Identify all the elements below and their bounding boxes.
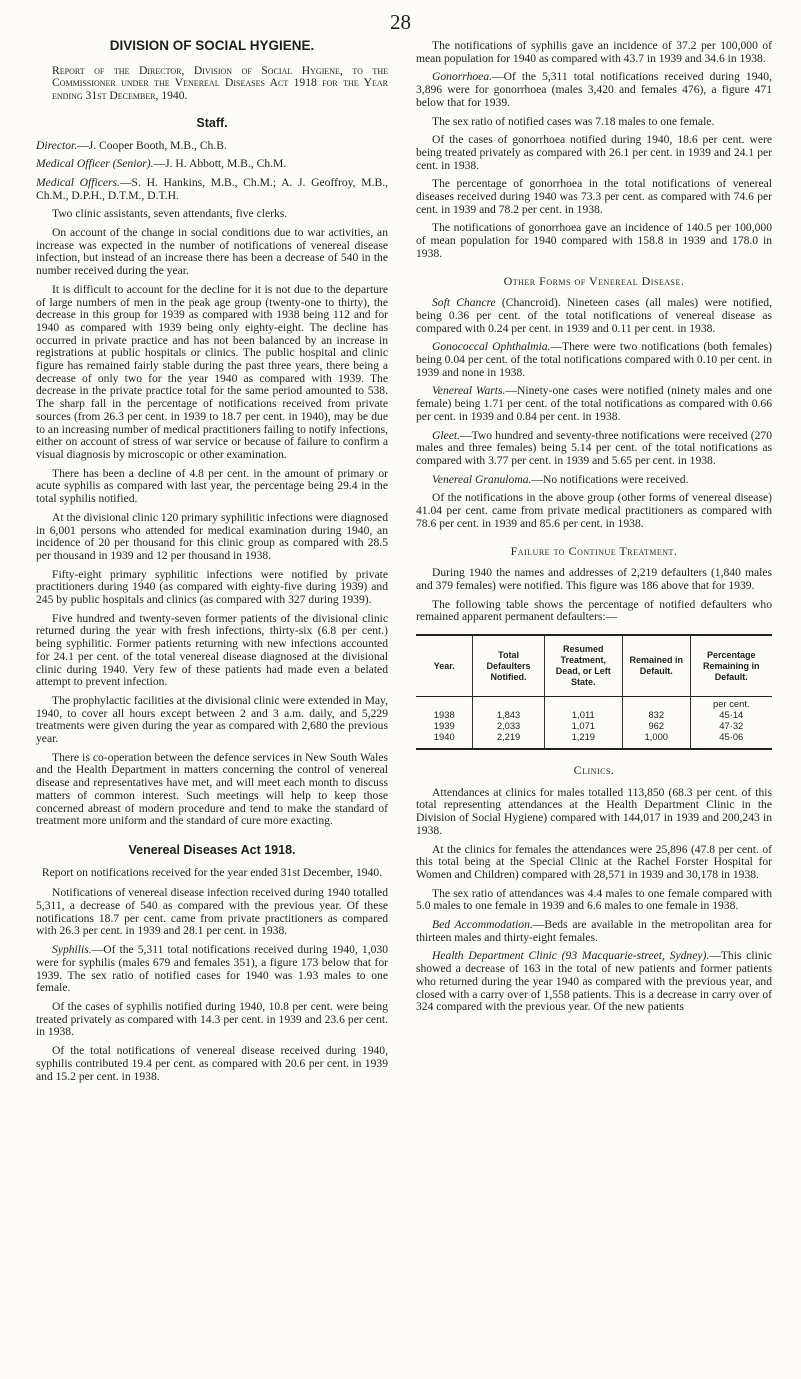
health-department-clinic-paragraph: Health Department Clinic (93 Macquarie-street, Sydney).—This clinic showed a decrease of 163 in the total of new patients and former patients who returned during the year 1940 as compared with the previous year, and closed with a carry over of 1,558 patients. This is a decrease in carry over of 324 compared with the previous year. Of the new patients — [416, 949, 773, 1014]
paragraph: Notifications of venereal disease infection received during 1940 totalled 5,311, a decrease of 540 as compared with the previous year. Of these notifications 18.7 per cent. came from private practitioners as compared with 26.3 per cent. in 1939 and 28.1 per cent. in 1938. — [36, 886, 388, 938]
clinics-heading: Clinics. — [573, 763, 615, 778]
venereal-granuloma-paragraph: Venereal Granuloma.—No notifications were received. — [432, 472, 689, 486]
staff-heading: Staff. — [196, 115, 228, 130]
paragraph: On account of the change in social conditions due to war activities, an increase was expected in the number of notifications of venereal disease infection, but instead of an increase there has been a decrease of 540 in the number received during the year. — [36, 226, 388, 278]
paragraph: During 1940 the names and addresses of 2,219 defaulters (1,840 males and 379 females) were notified. This figure was 186 above that for 1939. — [416, 566, 772, 592]
paragraph: The percentage of gonorrhoea in the total notifications of venereal diseases received during 1940 was 73.3 per cent. as compared with 74.6 per cent. in 1939 and 78.2 per cent. in 1938. — [416, 177, 772, 216]
paragraph: The notifications of gonorrhoea gave an incidence of 140.5 per 100,000 of mean population for 1940 compared with 158.8 in 1939 and 178.0 in 1938. — [416, 221, 772, 260]
paragraph: At the divisional clinic 120 primary syphilitic infections were diagnosed in 6,001 persons who attended for medical examination during 1940, an incidence of 20 per thousand for this clinic group as compared with 28.5 per thousand in 1939 and 12 per thousand in 1938. — [36, 510, 388, 562]
paragraph: There is co-operation between the defence services in New South Wales and the Health Department in matters concerning the control of venereal disease and representatives have met, and will meet each month to discuss matters of common interest. Such meetings will help to keep those concerned abreast of modern procedure and tend to make the standard of treatment more uniform and the standard of cure more exacting. — [36, 750, 388, 828]
defaulters-table — [416, 634, 772, 750]
table-row: 1940 2,219 1,219 1,000 45·06 — [416, 731, 772, 749]
col-header-remained: Remained in Default. — [622, 635, 690, 697]
table-row: 1939 2,033 1,071 962 47·32 — [416, 720, 772, 731]
table-unit-row — [416, 697, 772, 710]
paragraph: The sex ratio of notified cases was 7.18 males to one female. — [432, 114, 715, 128]
other-forms-heading: Other Forms of Venereal Disease. — [503, 273, 685, 288]
staff-director: Director.—J. Cooper Booth, M.B., Ch.B. — [36, 138, 227, 152]
col-header-year: Year. — [416, 635, 473, 697]
paragraph: The prophylactic facilities at the divisional clinic were extended in May, 1940, to cover all hours except between 2 and 3 a.m. daily, and 5,229 treatments were given during the year as compared with 2,680 the previous year. — [36, 693, 388, 746]
failure-heading: Failure to Continue Treatment. — [510, 543, 678, 558]
paragraph: There has been a decline of 4.8 per cent. in the amount of primary or acute syphilis as compared with last year, the percentage being 29.4 in the total syphilis notified. — [36, 466, 388, 506]
gonococcal-ophthalmia-paragraph: Gonococcal Ophthalmia.—There were two notifications (both females) being 0.04 per cent. of the total notifications compared with 0.10 per cent. in 1939 and none in 1938. — [416, 340, 772, 379]
col-header-resumed: Resumed Treatment, Dead, or Left State. — [544, 635, 622, 697]
left-column — [36, 40, 388, 1089]
division-heading: DIVISION OF SOCIAL HYGIENE. — [109, 38, 315, 53]
venereal-warts-paragraph: Venereal Warts.—Ninety-one cases were notified (ninety males and one female) being 1.71 per cent. of the total notifications as compared with 0.66 per cent. in 1939 and 0.84 per cent. in 1938. — [416, 384, 772, 423]
paragraph: The sex ratio of attendances was 4.4 males to one female compared with 5.0 males to one female in 1939 and 6.6 males to one female in 1938. — [416, 886, 772, 913]
paragraph: Attendances at clinics for males totalled 113,850 (68.3 per cent. of this total representing attendances at the Health Department Clinic in the Division of Social Hygiene) compared with 144,017 in 1939 and 200,243 in 1938. — [416, 785, 772, 837]
paragraph: Five hundred and twenty-seven former patients of the divisional clinic returned during the year with fresh infections, thirty-six (6.8 per cent.) being syphilitic. Former patients returning with new infections accounted for 24.1 per cent. of the total venereal disease diagnosed at the divisional clinic during 1940. Very few of these patients had made even a belated attempt to prevent infection. — [36, 611, 388, 689]
soft-chancre-paragraph: Soft Chancre (Chancroid). Nineteen cases (all males) were notified, being 0.36 per cent. of the total notifications of venereal disease as compared with 0.24 per cent. in 1939 and 0.11 per cent. in 1938. — [416, 296, 772, 335]
paragraph: Of the notifications in the above group (other forms of venereal disease) 41.04 per cent. came from private medical practitioners as compared with 78.6 per cent. in 1939 and 85.6 per cent. in 1938. — [416, 491, 772, 530]
paragraph: At the clinics for females the attendances were 25,896 (47.8 per cent. of this total being at the Special Clinic at the Rachel Forster Hospital for Women and Children) compared with 28,571 in 1939 and 30,178 in 1938. — [416, 842, 772, 881]
table-header-row — [416, 635, 772, 697]
paragraph: Of the total notifications of venereal disease received during 1940, syphilis contributed 19.4 per cent. as compared with 20.6 per cent. in 1939 and 15.2 per cent. in 1938. — [36, 1044, 388, 1083]
paragraph: It is difficult to account for the decline for it is not due to the departure of large numbers of men in the peak age group (twenty-one to thirty), the decrease in this group for 1939 as compared with 1938 being 112 and for 1940 as compared with 1939 being only eighty-eight. The decline has occurred in private practice and has not been balanced by an increase in registrations at public hospitals or clinics. The public hospital and clinic figure has remained fairly stable during the past three years, there being a decrease of only two for the year 1940 as compared with 1939. The decrease in the private practice total for the same period amounted to 538. The sharp fall in the percentage of notifications received from private sources (from 26.3 per cent. in 1939 to 18.7 per cent. in 1940), may be due to an increasing number of medical practitioners failing to notify infections, either on account of stress of war service or because of failure to confirm a visual diagnosis by microscopic or other examination. — [36, 282, 388, 461]
paragraph: Fifty-eight primary syphilitic infections were notified by private practitioners during 1940 (as compared with eighty-five during 1939) and 245 by public hospitals and clinics (as compared with 327 during 1939). — [36, 567, 388, 607]
unit-note: per cent. — [690, 697, 772, 710]
page-number: 28 — [390, 10, 411, 34]
paragraph: Of the cases of syphilis notified during 1940, 10.8 per cent. were being treated privately as compared with 14.3 per cent. in 1939 and 23.6 per cent. in 1938. — [36, 1000, 388, 1039]
act-subheading: Report on notifications received for the year ended 31st December, 1940. — [41, 865, 383, 879]
paragraph: The following table shows the percentage of notified defaulters who remained apparent permanent defaulters:— — [416, 597, 772, 624]
paragraph: Of the cases of gonorrhoea notified during 1940, 18.6 per cent. were being treated privately as compared with 26.1 per cent. in 1939 and 24.1 per cent. in 1938. — [416, 133, 772, 172]
report-heading: Report of the Director, Division of Social Hygiene, to the Commissioner under the Venereal Diseases Act 1918 for the Year ending 31st December, 1940. — [52, 63, 388, 103]
syphilis-paragraph: Syphilis.—Of the 5,311 total notifications received during 1940, 1,030 were for syphilis (males 679 and females 351), a figure 173 below that for 1939. The sex ratio of notified cases for 1940 was 1.93 males to one female. — [36, 943, 388, 995]
right-column — [416, 40, 772, 1020]
bed-accommodation-paragraph: Bed Accommodation.—Beds are available in the metropolitan area for thirteen males and thirty-eight females. — [416, 918, 772, 944]
col-header-total: Total Defaulters Notified. — [473, 635, 544, 697]
table-row: 1938 1,843 1,011 832 45·14 — [416, 709, 772, 720]
staff-senior-medical-officer: Medical Officer (Senior).—J. H. Abbott, M.B., Ch.M. — [36, 157, 287, 171]
gleet-paragraph: Gleet.—Two hundred and seventy-three notifications were received (270 males and three females) being 5.14 per cent. of the total notifications as compared with 3.77 per cent. in 1939 and 5.65 per cent. in 1938. — [416, 428, 772, 467]
paragraph: The notifications of syphilis gave an incidence of 37.2 per 100,000 of mean population for 1940 as compared with 43.7 in 1939 and 34.6 in 1938. — [416, 39, 772, 65]
act-heading: Venereal Diseases Act 1918. — [128, 842, 296, 857]
staff-medical-officers: Medical Officers.—S. H. Hankins, M.B., Ch.M.; A. J. Geoffroy, M.B., Ch.M., D.P.H., D.T.M., D.T.H. — [36, 175, 388, 202]
col-header-percentage: Percentage Remaining in Default. — [690, 635, 772, 697]
staff-note: Two clinic assistants, seven attendants, five clerks. — [52, 207, 288, 221]
gonorrhoea-paragraph: Gonorrhoea.—Of the 5,311 total notifications received during 1940, 3,896 were for gonorrhoea (males 3,420 and females 476), a figure 471 below that for 1939. — [416, 70, 772, 109]
